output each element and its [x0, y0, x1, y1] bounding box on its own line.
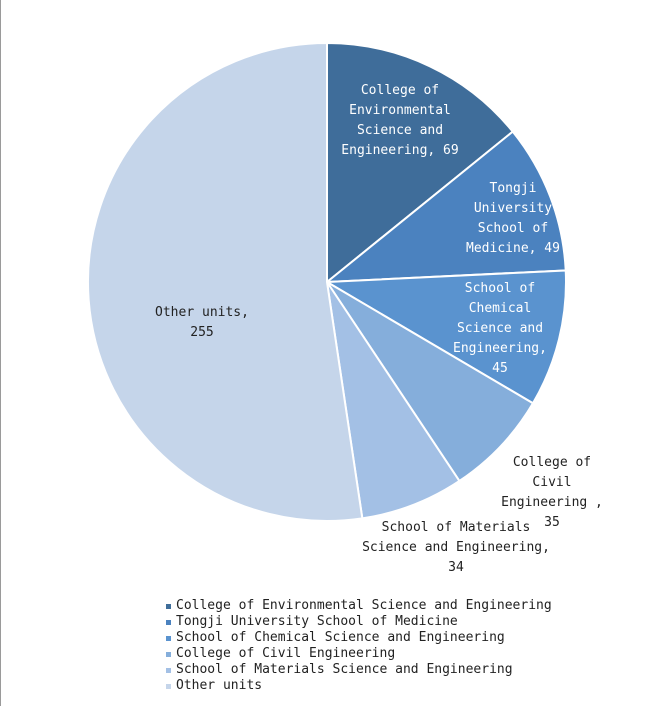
- legend-swatch: [166, 668, 171, 673]
- data-label: College of Civil Engineering , 35: [501, 455, 603, 530]
- legend-item: [166, 678, 552, 694]
- chart-legend: [166, 598, 552, 694]
- legend-label: Other units: [176, 678, 263, 693]
- legend-item: [166, 646, 552, 662]
- legend-label: School of Materials Science and Engineering: [176, 662, 513, 677]
- legend-swatch: [166, 620, 171, 625]
- data-label: Other units, 255: [155, 305, 249, 340]
- pie-slice: [88, 43, 362, 521]
- legend-swatch: [166, 684, 171, 689]
- legend-label: School of Chemical Science and Engineering: [176, 630, 505, 645]
- legend-label: College of Civil Engineering: [176, 646, 396, 661]
- legend-item: [166, 630, 552, 646]
- legend-swatch: [166, 604, 171, 609]
- legend-label: Tongji University School of Medicine: [176, 614, 458, 629]
- data-label: Tongji University School of Medicine, 49: [466, 181, 560, 256]
- data-label: School of Materials Science and Engineering, 34: [362, 520, 550, 575]
- legend-item: [166, 614, 552, 630]
- legend-item: [166, 598, 552, 614]
- data-label: College of Environmental Science and Engineering, 69: [341, 83, 459, 158]
- legend-item: [166, 662, 552, 678]
- legend-swatch: [166, 652, 171, 657]
- legend-swatch: [166, 636, 171, 641]
- data-label: School of Chemical Science and Engineering, 45: [453, 281, 547, 376]
- legend-label: College of Environmental Science and Engineering: [176, 598, 552, 613]
